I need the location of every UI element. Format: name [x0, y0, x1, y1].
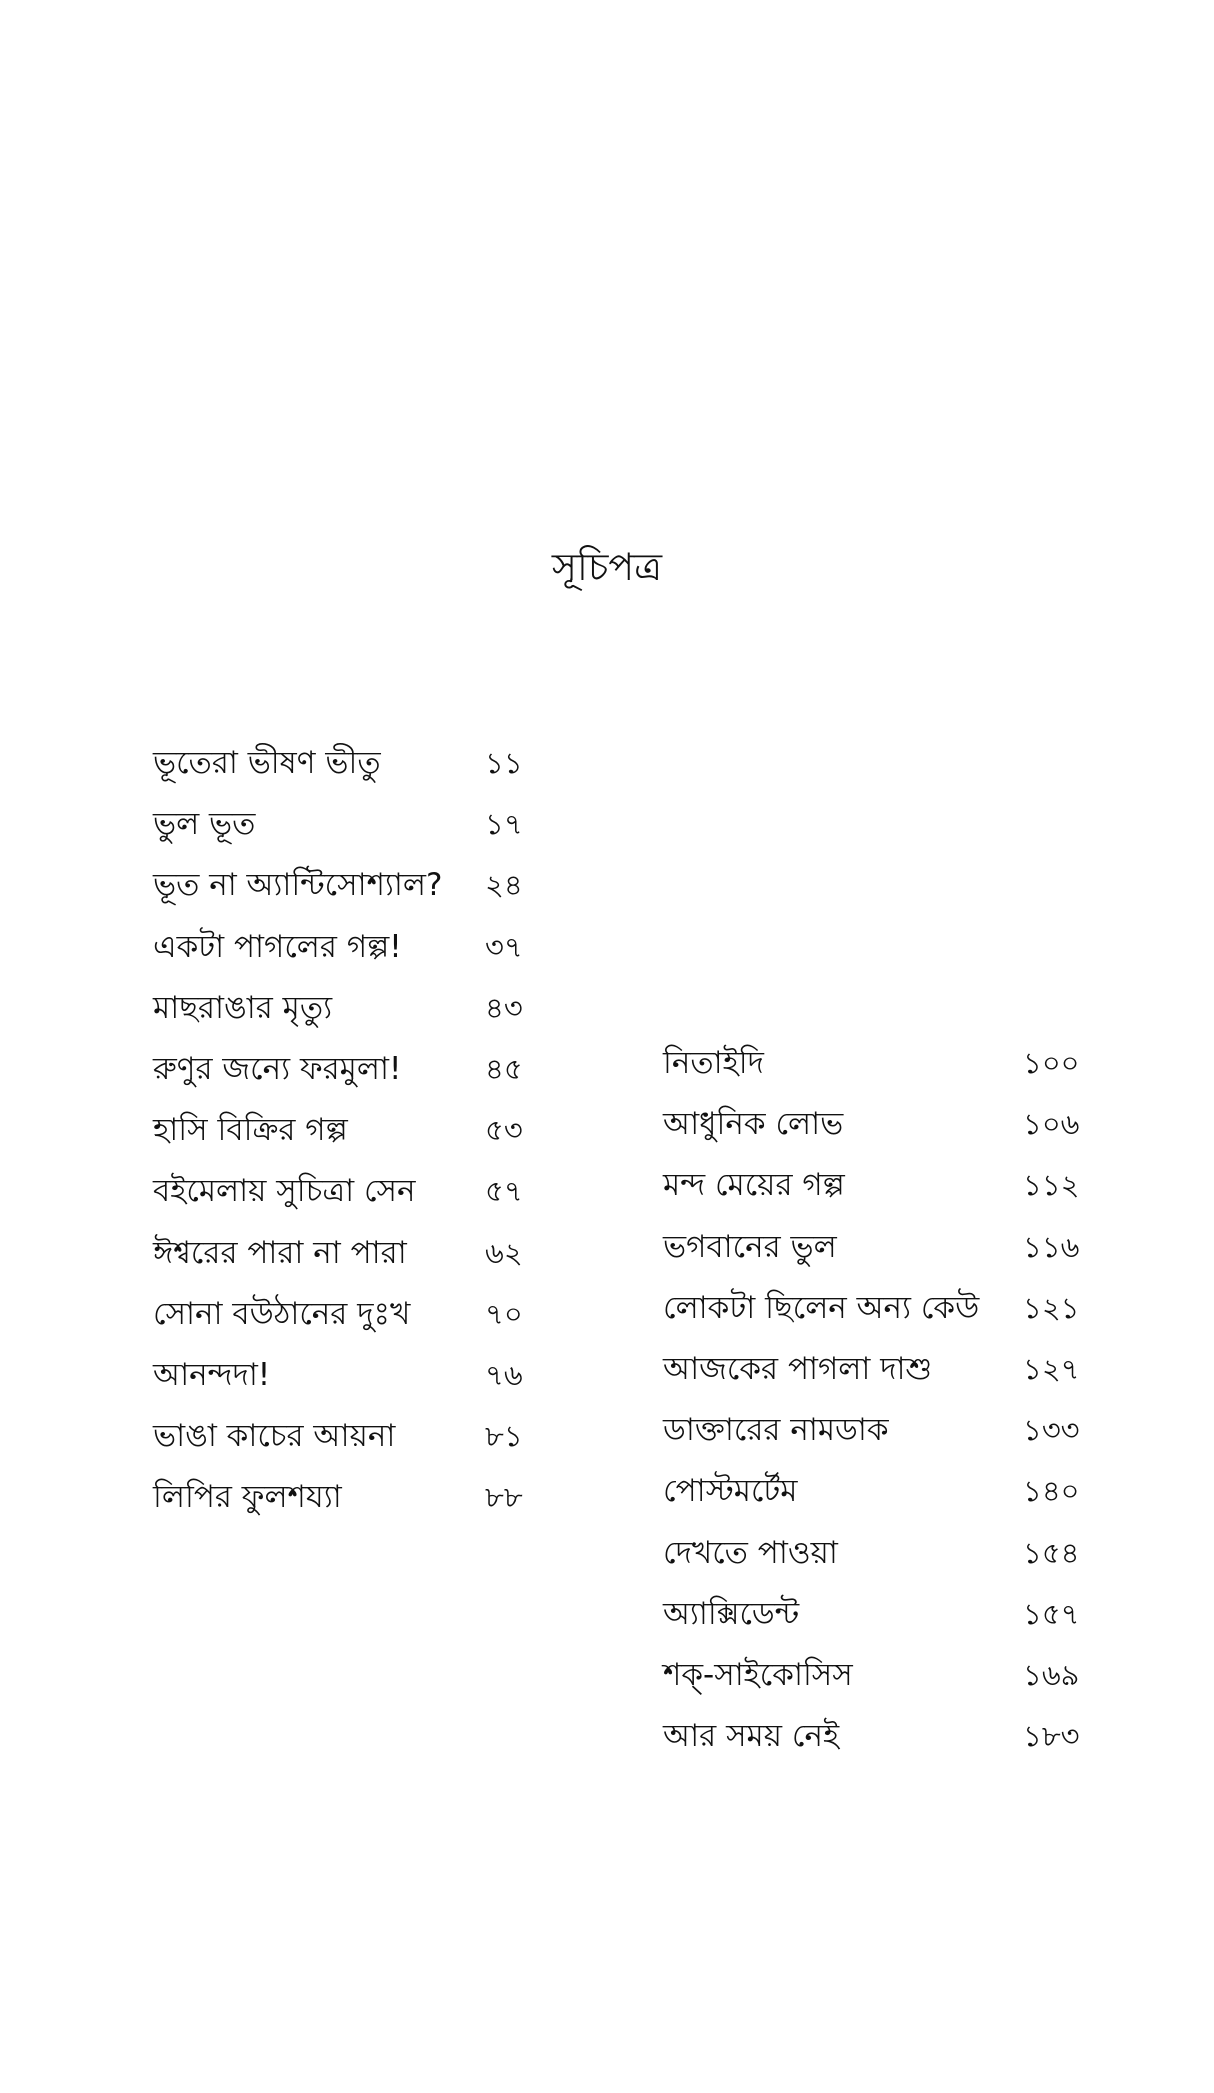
entry-title: লোকটা ছিলেন অন্য কেউ [663, 1289, 980, 1326]
entry-title: একটা পাগলের গল্প! [153, 928, 402, 965]
toc-entry [153, 1041, 553, 1102]
entry-page-number: ১০৬ [1023, 1107, 1080, 1142]
toc-entry [663, 1219, 1093, 1280]
entry-page-number: ১০০ [1023, 1046, 1080, 1080]
entry-page-number: ১১ [485, 746, 523, 780]
entry-page-number: ৮১ [485, 1419, 523, 1454]
entry-page-number: ১৪০ [1023, 1474, 1080, 1509]
toc-entry [663, 1096, 1093, 1157]
toc-entry [663, 1463, 1093, 1524]
entry-title: আনন্দদা! [153, 1356, 271, 1393]
entry-title: শক্-সাইকোসিস [663, 1656, 853, 1693]
toc-entry [153, 1102, 553, 1163]
entry-title: ভুল ভূত [153, 806, 256, 843]
toc-entry [663, 1402, 1093, 1463]
entry-title: বইমেলায় সুচিত্রা সেন [153, 1173, 416, 1210]
toc-entry [153, 1225, 553, 1286]
entry-title: মাছরাঙার মৃত্যু [153, 989, 333, 1026]
entry-page-number: ১৩৩ [1023, 1413, 1080, 1448]
toc-entry [153, 1469, 553, 1530]
entry-page-number: ১১২ [1023, 1168, 1080, 1203]
page-title: সূচিপত্র [551, 545, 663, 589]
toc-entry [663, 1647, 1093, 1708]
entry-page-number: ৫৩ [485, 1113, 523, 1148]
toc-entry [153, 1163, 553, 1224]
toc-entry [153, 919, 553, 980]
entry-page-number: ৪৫ [485, 1051, 523, 1086]
entry-page-number: ৭৬ [485, 1357, 523, 1392]
toc-entry [153, 735, 553, 796]
toc-entry [153, 857, 553, 918]
entry-title: লিপির ফুলশয্যা [153, 1479, 342, 1516]
entry-title: ঈশ্বরের পারা না পারা [153, 1234, 407, 1271]
entry-title: ভগবানের ভুল [663, 1228, 837, 1265]
entry-page-number: ১১৬ [1023, 1229, 1080, 1264]
entry-title: নিতাইদি [663, 1045, 764, 1081]
entry-page-number: ১২৭ [1023, 1351, 1080, 1386]
entry-page-number: ৪৩ [485, 990, 523, 1025]
toc-entry [663, 1708, 1093, 1769]
entry-page-number: ৮৮ [485, 1480, 523, 1515]
entry-title: অ্যাক্সিডেন্ট [663, 1595, 800, 1632]
entry-title: ডাক্তারের নামডাক [663, 1412, 889, 1449]
toc-entry [663, 1341, 1093, 1402]
entry-title: আধুনিক লোভ [663, 1106, 844, 1143]
toc-entry [663, 1586, 1093, 1647]
toc-entry [663, 1035, 1093, 1096]
entry-page-number: ১৫৪ [1023, 1535, 1080, 1570]
entry-page-number: ১২১ [1023, 1290, 1080, 1325]
toc-entry [153, 980, 553, 1041]
toc-entry [153, 1347, 553, 1408]
entry-title: সোনা বউঠানের দুঃখ [153, 1295, 411, 1332]
entry-title: হাসি বিক্রির গল্প [153, 1112, 348, 1149]
toc-entry [663, 1157, 1093, 1218]
entry-page-number: ১৬৯ [1023, 1657, 1080, 1692]
entry-page-number: ৫৭ [485, 1174, 523, 1209]
entry-page-number: ১৭ [485, 807, 523, 842]
entry-page-number: ৭০ [485, 1296, 523, 1331]
entry-title: আজকের পাগলা দাশু [663, 1350, 933, 1387]
toc-entry [153, 1408, 553, 1469]
entry-title: দেখতে পাওয়া [663, 1534, 838, 1571]
contents-left-column [153, 735, 553, 1530]
entry-title: ভূতেরা ভীষণ ভীতু [153, 745, 381, 781]
entry-title: রুণুর জন্যে ফরমুলা! [153, 1050, 402, 1087]
entry-title: পোস্টমর্টেম [663, 1473, 798, 1510]
toc-entry [153, 796, 553, 857]
contents-right-column [663, 1035, 1093, 1769]
entry-page-number: ৩৭ [485, 929, 523, 964]
entry-title: আর সময় নেই [663, 1718, 840, 1755]
toc-entry [153, 1286, 553, 1347]
entry-page-number: ২৪ [485, 868, 523, 903]
toc-entry [663, 1525, 1093, 1586]
entry-page-number: ৬২ [485, 1235, 523, 1270]
entry-title: মন্দ মেয়ের গল্প [663, 1167, 845, 1204]
entry-page-number: ১৫৭ [1023, 1596, 1080, 1631]
entry-title: ভূত না অ্যান্টিসোশ্যাল? [153, 867, 443, 904]
entry-title: ভাঙা কাচের আয়না [153, 1418, 396, 1455]
toc-entry [663, 1280, 1093, 1341]
entry-page-number: ১৮৩ [1023, 1719, 1080, 1754]
